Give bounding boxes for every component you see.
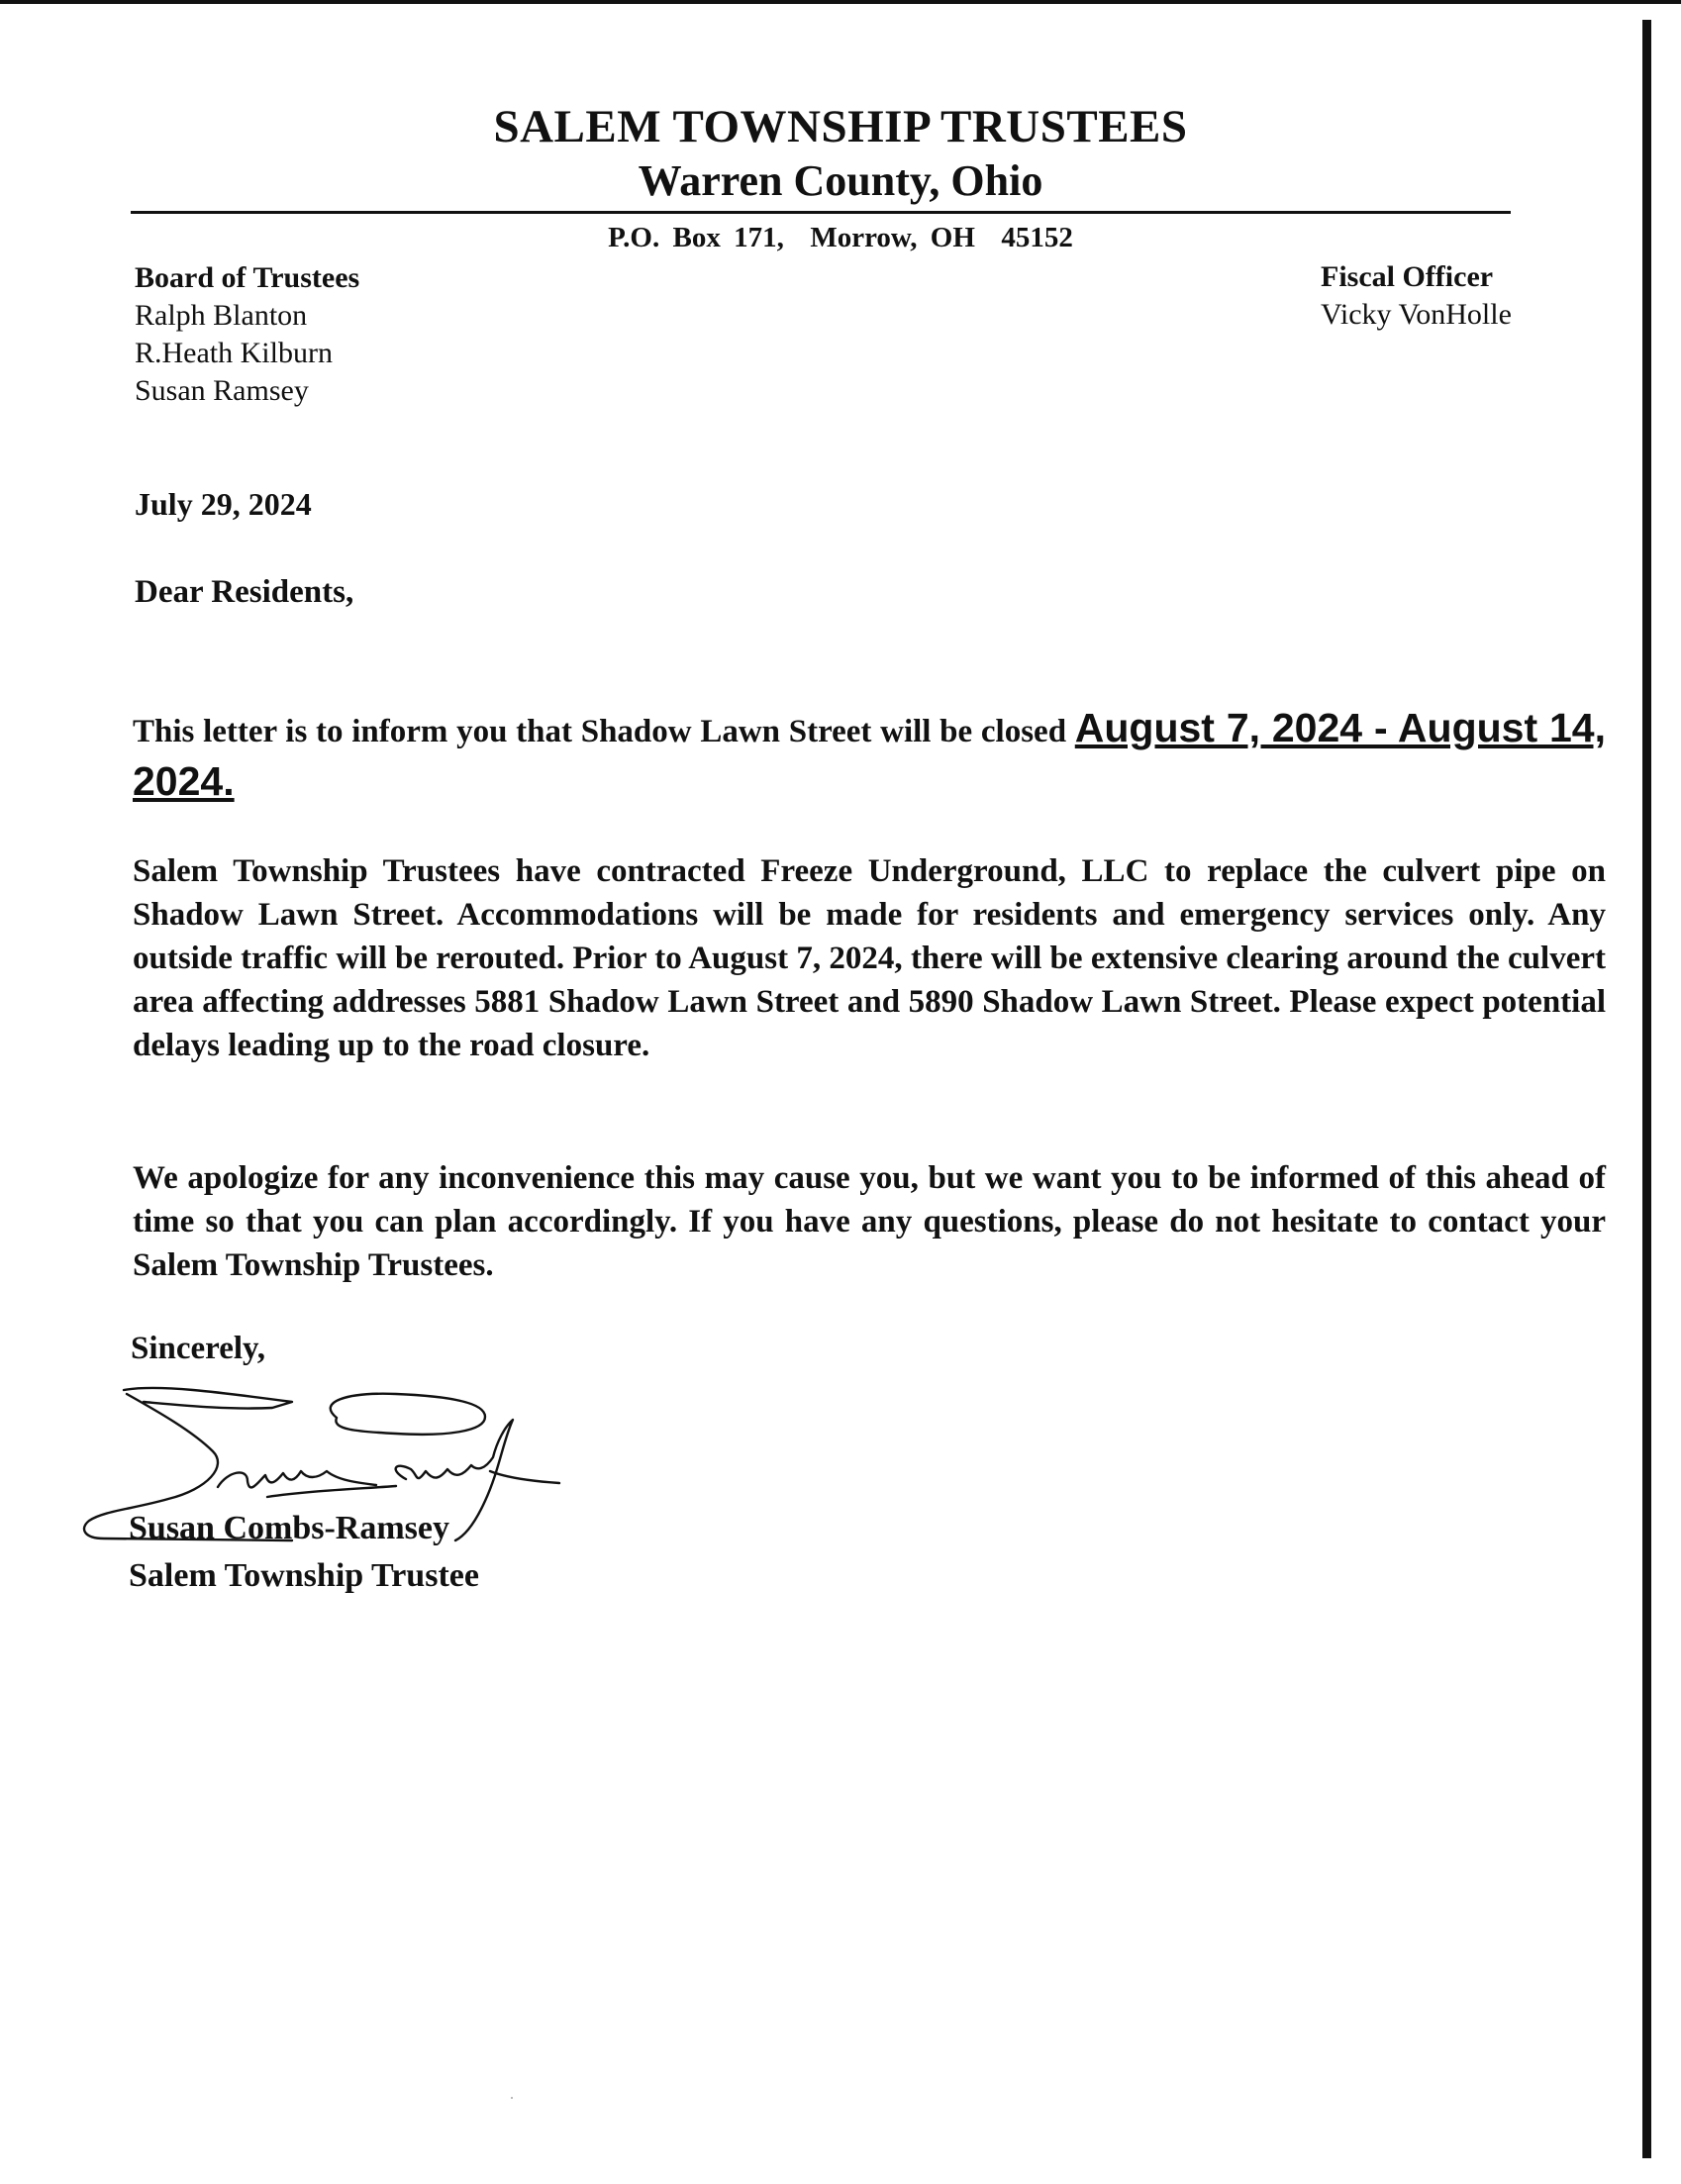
- signer-block: [129, 1505, 479, 1600]
- letter-date: July 29, 2024: [135, 486, 312, 522]
- signer-title: Salem Township Trustee: [129, 1557, 479, 1594]
- board-member: Ralph Blanton: [135, 299, 308, 332]
- fiscal-officer: [1321, 258, 1512, 334]
- fiscal-name: Vicky VonHolle: [1321, 298, 1512, 331]
- board-heading: Board of Trustees: [135, 261, 360, 294]
- board-member: R.Heath Kilburn: [135, 337, 333, 369]
- fiscal-heading: Fiscal Officer: [1321, 260, 1494, 293]
- apology-paragraph: We apologize for any inconvenience this may cause you, but we want you to be informed of this ahead of time so that you can plan accordingly. If you have any questions, please do not hesitate to contact your Salem Township Trustees.: [133, 1160, 1606, 1283]
- closure-notice-paragraph: [133, 703, 1606, 810]
- scan-speck: [511, 2097, 513, 2099]
- board-member: Susan Ramsey: [135, 374, 309, 407]
- scan-edge-right: [1642, 20, 1651, 2158]
- closure-notice-text: This letter is to inform you that Shadow Lawn Street will be closed: [133, 714, 1075, 749]
- letterhead-title: SALEM TOWNSHIP TRUSTEES: [493, 101, 1188, 152]
- details-paragraph: Salem Township Trustees have contracted Freeze Underground, LLC to replace the culvert pipe on Shadow Lawn Street. Accommodations will be made for residents and emergency services only. Any outside traffic will be rerouted. Prior to August 7, 2024, there will be extensive clearing around the culvert area affecting addresses 5881 Shadow Lawn Street and 5890 Shadow Lawn Street. Please expect potential delays leading up to the road closure.: [133, 853, 1606, 1063]
- letterhead-rule: [131, 211, 1511, 214]
- closure-dates: August 7, 2024 - August 14, 2024.: [133, 705, 1606, 804]
- letterhead-address: P.O. Box 171, Morrow, OH 45152: [608, 222, 1073, 253]
- letterhead: [0, 99, 1681, 208]
- board-of-trustees: [135, 259, 359, 410]
- signer-name: Susan Combs-Ramsey: [129, 1510, 449, 1546]
- letterhead-subtitle: Warren County, Ohio: [638, 156, 1043, 205]
- letter-greeting: Dear Residents,: [135, 574, 354, 610]
- scan-edge-top: [0, 0, 1681, 4]
- letter-closing: Sincerely,: [131, 1331, 265, 1366]
